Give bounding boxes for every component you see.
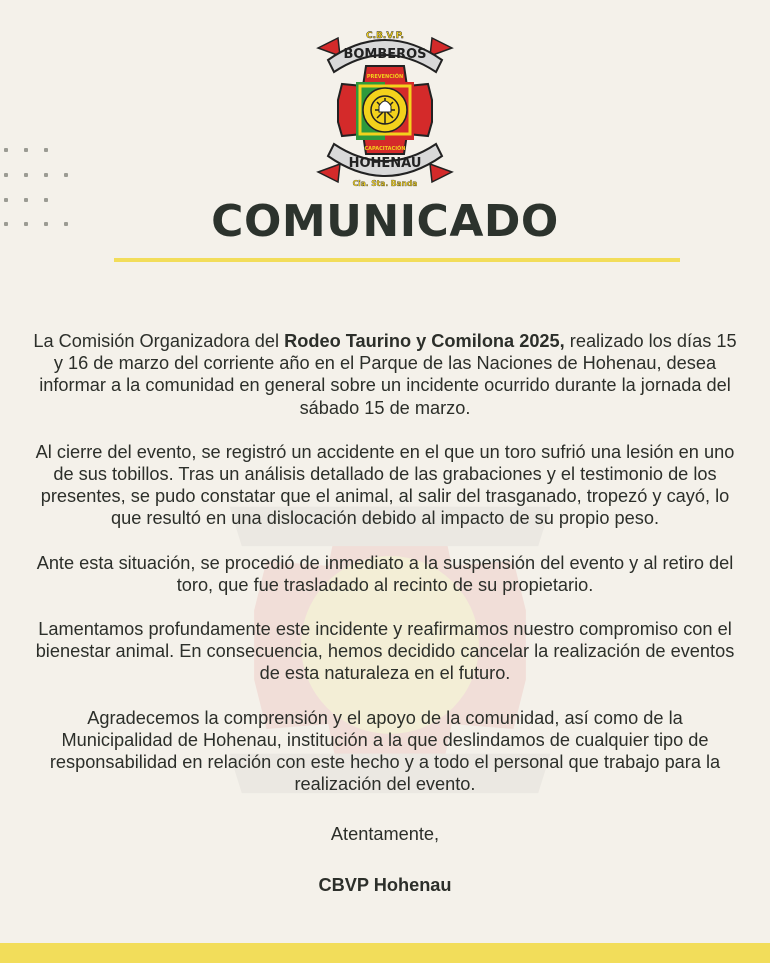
title-underline	[114, 258, 680, 262]
paragraph-1-rest: realizado los días 15 y 16 de marzo del corriente año en el Parque de las Naciones de Hohenau, desea informar a la comunidad en general sobre un incidente ocurrido durante la jornada del sábado 15 de marzo.	[39, 331, 737, 418]
paragraph-5: Agradecemos la comprensión y el apoyo de la comunidad, así como de la Municipalidad de Hohenau, institución a la que deslindamos de cualquier tipo de responsabilidad en relación con este hecho y a todo el personal que trabajo para la realización del evento.	[49, 707, 721, 795]
logo-name-ribbon: BOMBEROS	[343, 47, 427, 62]
event-name: Rodeo Taurino y Comilona 2025,	[284, 331, 565, 351]
signature: CBVP Hohenau	[318, 874, 452, 895]
logo-city-ribbon: HOHENAU	[348, 156, 422, 171]
paragraph-2: Al cierre del evento, se registró un accidente en el que un toro sufrió una lesión en uno de sus tobillos. Tras un análisis detallado de las grabaciones y el testimonio de los presentes, se pudo constatar que el animal, al salir del trasganado, tropezó y cayó, lo que resultó en una dislocación debido al impacto de su propio peso.	[35, 441, 735, 529]
paragraph-4: Lamentamos profundamente este incidente y reafirmamos nuestro compromiso con el bienestar animal. En consecuencia, hemos decidido cancelar la realización de eventos de esta naturaleza en el futuro.	[35, 619, 735, 684]
logo-top-ribbon: C.B.V.P.	[366, 31, 404, 41]
paragraph-3: Ante esta situación, se procedió de inmediato a la suspensión del evento y al retiro del toro, que fue trasladado al recinto de su propietario.	[36, 552, 734, 595]
paragraph-1	[30, 330, 740, 419]
paragraph-1-intro: La Comisión Organizadora del	[33, 331, 285, 351]
logo-cross-word-top: PREVENCIÓN	[366, 74, 404, 80]
logo-cross-word-bottom: CAPACITACIÓN	[364, 146, 406, 152]
footer-bar	[0, 943, 770, 963]
page-title: COMUNICADO	[211, 196, 559, 247]
bomberos-hohenau-logo	[300, 26, 470, 190]
closing-line: Atentamente,	[330, 824, 440, 845]
logo-company-ribbon: Cia. Sta. Banda	[352, 179, 418, 188]
communique-body	[30, 330, 740, 896]
